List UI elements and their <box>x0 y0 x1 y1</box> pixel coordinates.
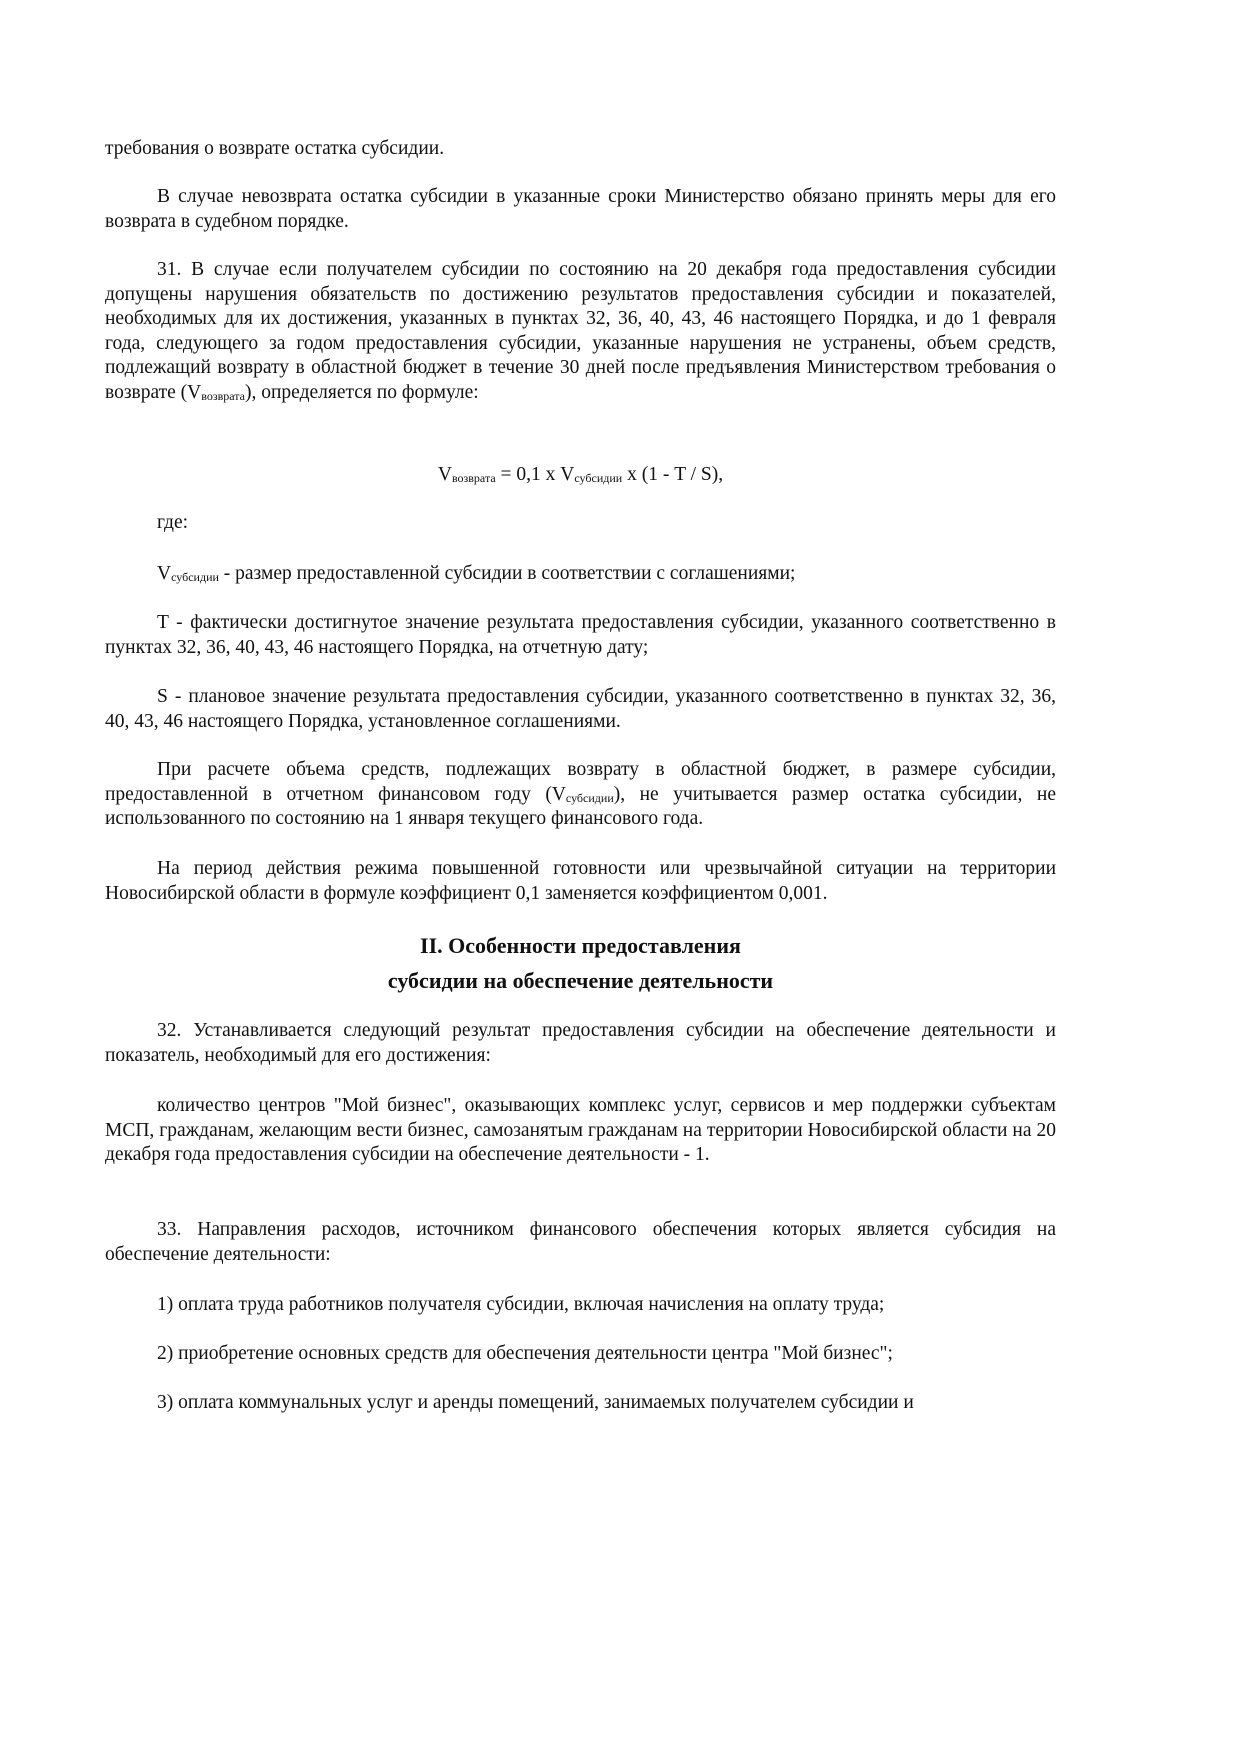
def-v-sub: субсидии <box>171 570 219 584</box>
formula <box>105 463 1056 488</box>
formula-mid: = 0,1 х V <box>495 464 575 485</box>
paragraph-non-return: В случае невозврата остатка субсидии в указанные сроки Министерство обязано принять меры для его возврата в судебном порядке. <box>105 186 1056 232</box>
p31-text-a: 31. В случае если получателем субсидии по состоянию на 20 декабря года предоставления субсидии допущены нарушения обязательств по достижению результатов предоставления субсидии и показателей, необходимых для их достижения, указанных в пунктах 32, 36, 40, 43, 46 настоящего Порядка, и до 1 февраля года, следующего за годом предоставления субсидии, указанные нарушения не устранены, объем средств, подлежащий возврату в областной бюджет в течение 30 дней после предъявления Министерством требования о возврате (V <box>105 259 1056 403</box>
formula-end: х (1 - T / S), <box>622 464 724 485</box>
heading-line-1: II. Особенности предоставления <box>420 933 741 958</box>
definition-v-subsidy <box>105 562 1056 587</box>
paragraph-emergency: На период действия режима повышенной готовности или чрезвычайной ситуации на территории Новосибирской области в формуле коэффициент 0,1 заменяется коэффициентом 0,001. <box>105 858 1056 904</box>
definition-s: S - плановое значение результата предоставления субсидии, указанного соответственно в пунктах 32, 36, 40, 43, 46 настоящего Порядка, установленное соглашениями. <box>105 686 1056 732</box>
paragraph-return-requirement: требования о возврате остатка субсидии. <box>105 138 445 159</box>
calc-sub: субсидии <box>565 790 614 805</box>
list-item-2: 2) приобретение основных средств для обеспечения деятельности центра "Мой бизнес"; <box>157 1343 893 1364</box>
paragraph-32: 32. Устанавливается следующий результат предоставления субсидии на обеспечение деятельности и показатель, необходимый для его достижения: <box>105 1020 1056 1066</box>
formula-v: V <box>437 464 452 485</box>
formula-sub-return: возврата <box>451 471 496 485</box>
def-v: V <box>157 563 172 584</box>
paragraph-centers-count: количество центров "Мой бизнес", оказывающих комплекс услуг, сервисов и мер поддержки субъектам МСП, гражданам, желающим вести бизнес, самозанятым гражданам на территории Новосибирской области на 20 декабря года предоставления субсидии на обеспечение деятельности - 1. <box>105 1095 1056 1165</box>
heading-line-2: субсидии на обеспечение деятельности <box>387 968 774 993</box>
paragraph-33: 33. Направления расходов, источником финансового обеспечения которых является субсидия на обеспечение деятельности: <box>105 1219 1056 1265</box>
section-heading <box>105 928 1056 998</box>
calc-text-b: ), не учитывается размер остатка субсидии, не использованного по состоянию на 1 января текущего финансового года. <box>105 783 1056 829</box>
definition-t: T - фактически достигнутое значение результата предоставления субсидии, указанного соответственно в пунктах 32, 36, 40, 43, 46 настоящего Порядка, на отчетную дату; <box>105 612 1056 658</box>
p31-text-b: ), определяется по формуле: <box>245 381 479 403</box>
paragraph-31 <box>105 258 1056 405</box>
def-v-text: - размер предоставленной субсидии в соответствии с соглашениями; <box>218 563 796 584</box>
list-item-1: 1) оплата труда работников получателя субсидии, включая начисления на оплату труда; <box>157 1294 885 1315</box>
formula-sub-subsidy: субсидии <box>574 471 623 485</box>
list-item-3: 3) оплата коммунальных услуг и аренды помещений, занимаемых получателем субсидии и <box>157 1392 914 1413</box>
where-label: где: <box>157 512 189 533</box>
p31-subscript: возврата <box>201 388 245 403</box>
paragraph-calculation <box>105 758 1056 832</box>
calc-text-a: При расчете объема средств, подлежащих возврату в областной бюджет, в размере субсидии, предоставленной в отчетном финансовом году (V <box>105 759 1056 805</box>
